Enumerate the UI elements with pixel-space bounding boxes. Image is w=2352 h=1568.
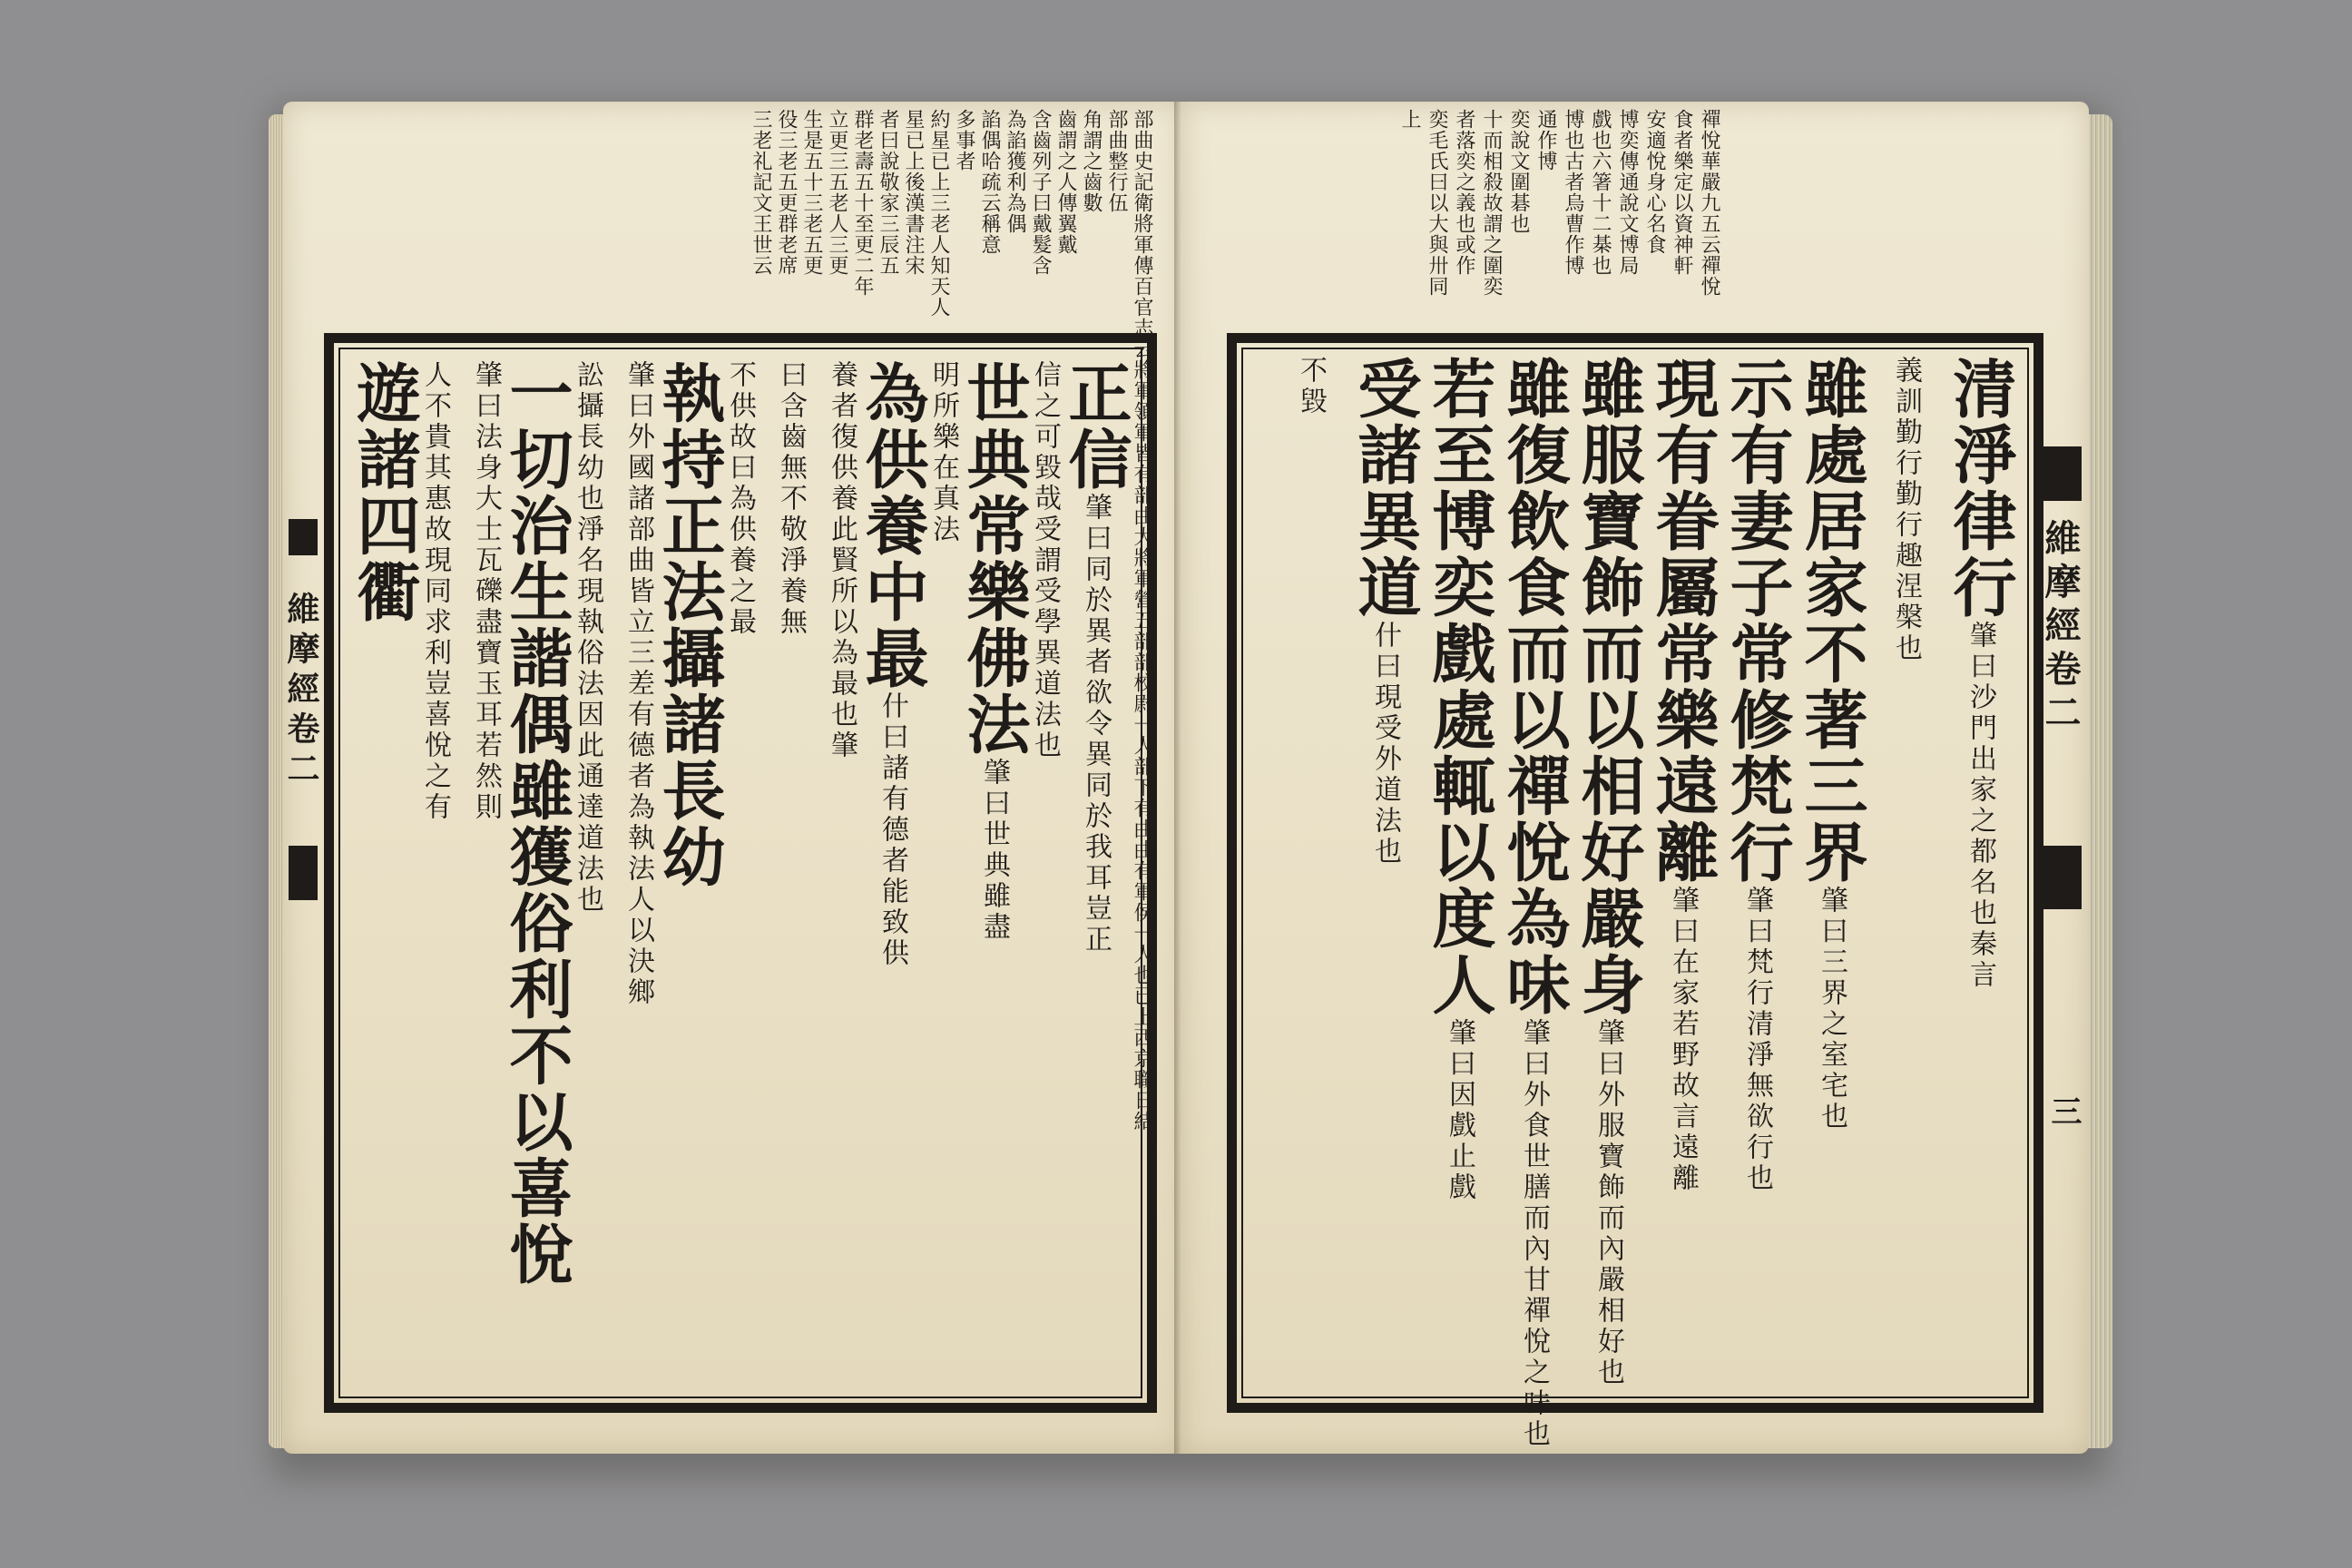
commentary-column: 肇曰外服寶飾而內嚴相好也: [1592, 1018, 1624, 1388]
note-column: 戲也六箸十二棊也: [1589, 109, 1612, 276]
note-column: 部曲史記衛將軍傳百官志云將軍領軍皆有部曲大將軍營五部部校尉一人部下有曲曲有軍侯一人也已上西京職日結: [1131, 109, 1153, 1132]
commentary-column: 肇曰外食世膳而內甘禪悅之味也: [1518, 1018, 1550, 1450]
main-text-column: 現有眷屬常樂遠離: [1645, 356, 1720, 886]
main-text-column: 雖處居家不著三界: [1794, 356, 1869, 886]
commentary-column: 義訓勤行勤行趣涅槃也: [1890, 356, 1922, 664]
commentary-column: 肇曰外國諸部曲皆立三差有德者為執法人以決鄉: [622, 360, 654, 1008]
commentary-column: 什曰現受外道法也: [1369, 621, 1401, 867]
main-text-column: 遊諸四衢: [347, 360, 422, 625]
main-text-column: 一切治生諧偶雖獲俗利不以喜悅: [499, 360, 574, 1288]
note-column: 諂偶哈疏云稱意: [978, 109, 1001, 255]
right-margin-title: 維摩經卷二: [2039, 519, 2082, 737]
note-column: 約星已上三老人知天人: [927, 109, 950, 318]
commentary-column: 不毀: [1295, 356, 1327, 417]
note-column: 博奕傳通說文博局: [1616, 109, 1639, 276]
commentary-column: 肇曰世典雖盡: [978, 758, 1010, 943]
commentary-column: 肇曰三界之室宅也: [1816, 886, 1847, 1132]
commentary-column: 肇曰在家若野故言遠離: [1667, 886, 1699, 1194]
right-lower-fishtail: [2042, 846, 2082, 909]
main-text-column: 正信: [1058, 360, 1133, 493]
commentary-column: 什曰諸有德者能致供: [877, 691, 908, 969]
commentary-column: 信之可毀哉受謂受學異道法也: [1029, 360, 1061, 761]
main-text-column: 示有妻子常修梵行: [1720, 356, 1795, 886]
right-fishtail-mark: [2042, 446, 2082, 501]
note-column: 十而相殺故謂之圍奕: [1480, 109, 1503, 297]
note-column: 生是五十三老五更: [800, 109, 823, 276]
note-column: 多事者: [953, 109, 975, 172]
note-column: 者曰說敬家三辰五: [877, 109, 899, 276]
note-column: 者落奕之義也或作: [1453, 109, 1475, 276]
commentary-column: 肇曰梵行清淨無欲行也: [1741, 886, 1773, 1194]
main-text-column: 執持正法攝諸長幼: [652, 360, 727, 890]
note-column: 含齒列子曰戴髮含: [1029, 109, 1052, 276]
note-column: 齒謂之人傳翼戴: [1054, 109, 1077, 255]
main-text-column: 雖復飲食而以禪悅為味: [1496, 356, 1572, 1018]
main-text-column: 為供養中最: [855, 360, 930, 691]
left-page: [283, 102, 1183, 1454]
left-lower-fishtail: [289, 846, 318, 900]
note-column: 部曲整行伍: [1105, 109, 1128, 213]
main-text-column: 世典常樂佛法: [956, 360, 1032, 758]
note-column: 役三老五更群老席: [775, 109, 798, 276]
main-text-column: 雖服寶飾而以相好嚴身: [1571, 356, 1646, 1018]
note-column: 博也古者烏曹作博: [1562, 109, 1584, 276]
note-column: 星已上後漢書注宋: [902, 109, 925, 276]
commentary-column: 養者復供養此賢所以為最也肇: [826, 360, 858, 761]
note-column: 食者樂定以資神軒: [1671, 109, 1693, 276]
note-column: 通作博: [1534, 109, 1557, 172]
page-number: 三: [2045, 1095, 2082, 1126]
note-column: 群老壽五十至更二年: [851, 109, 874, 297]
commentary-column: 人不貴其惠故現同求利豈喜悅之有: [419, 360, 451, 823]
note-column: 奕毛氏曰以大與卅同: [1426, 109, 1448, 297]
note-column: 上: [1398, 109, 1421, 130]
note-column: 禪悅華嚴九五云禪悅: [1698, 109, 1720, 297]
note-column: 立更三五老人三更: [826, 109, 848, 276]
commentary-column: 明所樂在真法: [927, 360, 959, 545]
commentary-column: 不供故曰為供養之最: [724, 360, 756, 638]
left-fishtail-mark: [289, 519, 318, 555]
left-margin-title: 維摩經卷二: [282, 592, 320, 791]
commentary-column: 肇曰同於異者欲令異同於我耳豈正: [1080, 493, 1112, 956]
note-column: 角謂之齒數: [1080, 109, 1102, 213]
note-column: 三老礼記文王世云: [750, 109, 772, 276]
main-text-column: 清淨律行: [1943, 356, 2018, 621]
note-column: 安適悅身心名食: [1643, 109, 1666, 255]
note-column: 為諂獲利為偶: [1004, 109, 1026, 234]
commentary-column: 訟攝長幼也淨名現執俗法因此通達道法也: [572, 360, 603, 916]
commentary-column: 肇曰因戲止戲: [1444, 1018, 1475, 1203]
commentary-column: 肇曰沙門出家之都名也秦言: [1965, 621, 1996, 991]
right-page: [1181, 102, 2089, 1454]
commentary-column: 肇曰法身大士瓦礫盡寶玉耳若然則: [470, 360, 502, 823]
main-text-column: 若至博奕戲處輒以度人: [1422, 356, 1497, 1018]
commentary-column: 曰含齒無不敬淨養無: [775, 360, 807, 638]
note-column: 奕說文圍碁也: [1507, 109, 1530, 234]
main-text-column: 受諸異道: [1348, 356, 1423, 621]
